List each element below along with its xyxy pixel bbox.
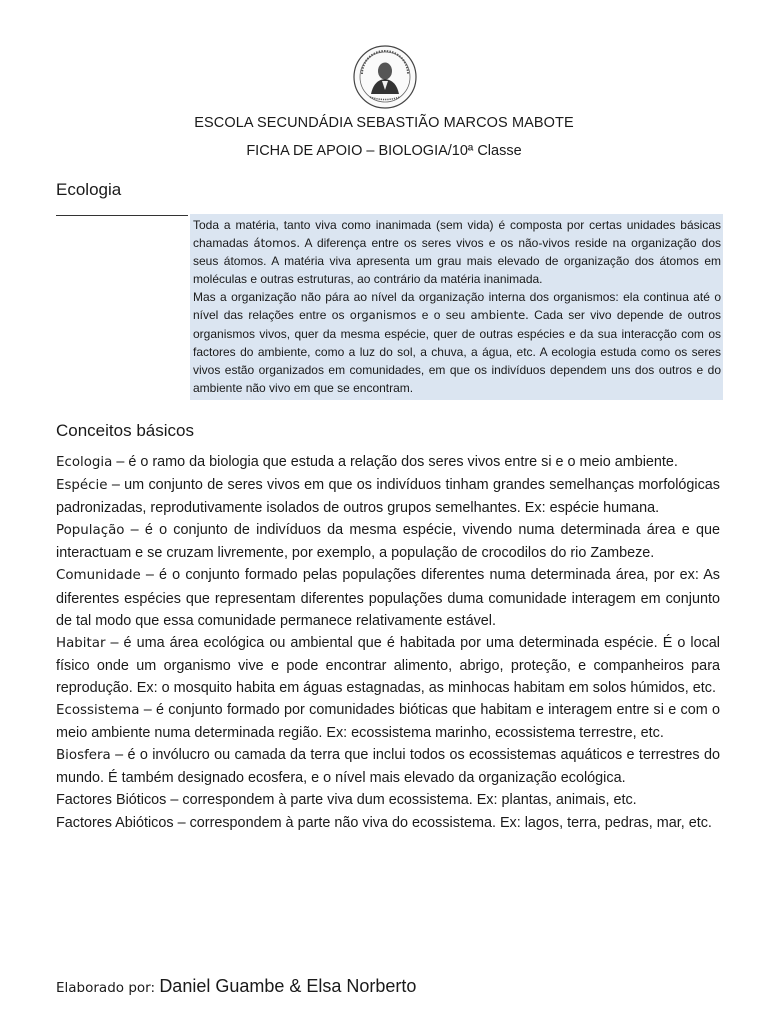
intro-paragraph-2: [193, 288, 721, 397]
document-subtitle: FICHA DE APOIO – BIOLOGIA/10ª Classe: [246, 143, 522, 159]
definition-text: – é o conjunto formado pelas populações diferentes numa determinada área, por ex: As diferentes espécies que representam diferentes populações duma comunidade interagem em conjunto de tal modo que essa comunidade permanece relativamente estável.: [56, 567, 720, 629]
definitions-list: [56, 451, 720, 834]
definition-term: Comunidade: [56, 568, 141, 584]
intro-term-organismos: organismos: [349, 308, 417, 323]
section-title-ecologia: Ecologia: [56, 180, 122, 199]
intro-text: Mas a organização não pára ao nível da organização interna dos organismos: ela continua até o nível das relações entre os: [193, 290, 721, 323]
definition-ecossistema: [56, 699, 720, 744]
definition-text: – é conjunto formado por comunidades bióticas que habitam e interagem entre si e com o meio ambiente numa determinada região. Ex: ecossistema marinho, ecossistema terrestre, etc.: [56, 702, 720, 742]
definition-comunidade: [56, 564, 720, 631]
definition-text: Factores Abióticos – correspondem à parte não viva do ecossistema. Ex: lagos, terra, pedras, mar, etc.: [56, 814, 712, 831]
definition-term: Ecologia: [56, 455, 113, 470]
definition-biosfera: [56, 744, 720, 789]
definition-ecologia: [56, 451, 720, 474]
intro-paragraph-1: [193, 216, 721, 288]
intro-term-atomos: átomos.: [253, 236, 300, 251]
school-name: ESCOLA SECUNDÁDIA SEBASTIÃO MARCOS MABOTE: [194, 115, 574, 131]
authors-label: Elaborado por:: [56, 980, 160, 996]
intro-text: Toda a matéria, tanto viva como inanimada (sem vida) é composta por certas unidades básicas chamadas: [193, 218, 721, 251]
school-seal-icon: [352, 44, 418, 110]
definition-text: – é o conjunto de indivíduos da mesma espécie, vivendo numa determinada área e que interactuam e se cruzam livremente, por exemplo, a população de crocodilos do rio Zambeze.: [56, 522, 720, 562]
definition-factores-bioticos: [56, 789, 720, 811]
definition-term: Espécie: [56, 478, 108, 494]
definition-term: Biosfera: [56, 748, 111, 764]
intro-term-ambiente: ambiente.: [470, 308, 529, 323]
section-title-conceitos: Conceitos básicos: [56, 421, 194, 440]
intro-box: [190, 214, 723, 400]
definition-text: – é o invólucro ou camada da terra que inclui todos os ecossistemas aquáticos e terrestres do mundo. É também designado ecosfera, e o nível mais elevado da organização ecológica.: [56, 747, 720, 787]
intro-text: e o seu: [416, 308, 471, 323]
definition-text: Factores Bióticos – correspondem à parte viva dum ecossistema. Ex: plantas, animais, etc.: [56, 792, 637, 809]
definition-term: População: [56, 523, 125, 539]
intro-text: A diferença entre os seres vivos e os não-vivos reside na organização dos seus átomos. A matéria viva apresenta um grau mais elevado de organização dos átomos em moléculas e outras estruturas, ao contrário da matéria inanimada.: [193, 236, 722, 287]
authors-footer: [56, 976, 416, 997]
definition-text: – é uma área ecológica ou ambiental que é habitada por uma determinada espécie. É o local físico onde um organismo vive e pode encontrar alimento, abrigo, proteção, e companheiros para reprodução. Ex: o mosquito habita em águas estagnadas, as minhocas habitam em solos húmidos, etc.: [56, 634, 720, 696]
definition-text: – é o ramo da biologia que estuda a relação dos seres vivos entre si e o meio ambiente.: [112, 454, 678, 470]
definition-term: Habitar: [56, 635, 106, 651]
definition-factores-abioticos: [56, 812, 720, 834]
definition-term: Ecossistema: [56, 703, 140, 719]
definition-especie: [56, 474, 720, 519]
authors-names: Daniel Guambe & Elsa Norberto: [159, 976, 417, 996]
section-rule: [56, 215, 188, 216]
intro-text: Cada ser vivo depende de outros organismos vivos, quer da mesma espécie, quer de outras espécies e da sua interacção com os factores do ambiente, como a luz do sol, a chuva, a água, etc. A ecologia estuda como os seres vivos estão organizados em comunidades, em que os indivíduos dependem uns dos outros e do ambiente não vivo em que se encontram.: [193, 308, 722, 395]
definition-habitar: [56, 632, 720, 699]
definition-populacao: [56, 519, 720, 564]
definition-text: – um conjunto de seres vivos em que os indivíduos tinham grandes semelhanças morfológicas padronizadas, reprodutivamente isolados de outros grupos semelhantes. Ex: espécie humana.: [56, 477, 720, 517]
